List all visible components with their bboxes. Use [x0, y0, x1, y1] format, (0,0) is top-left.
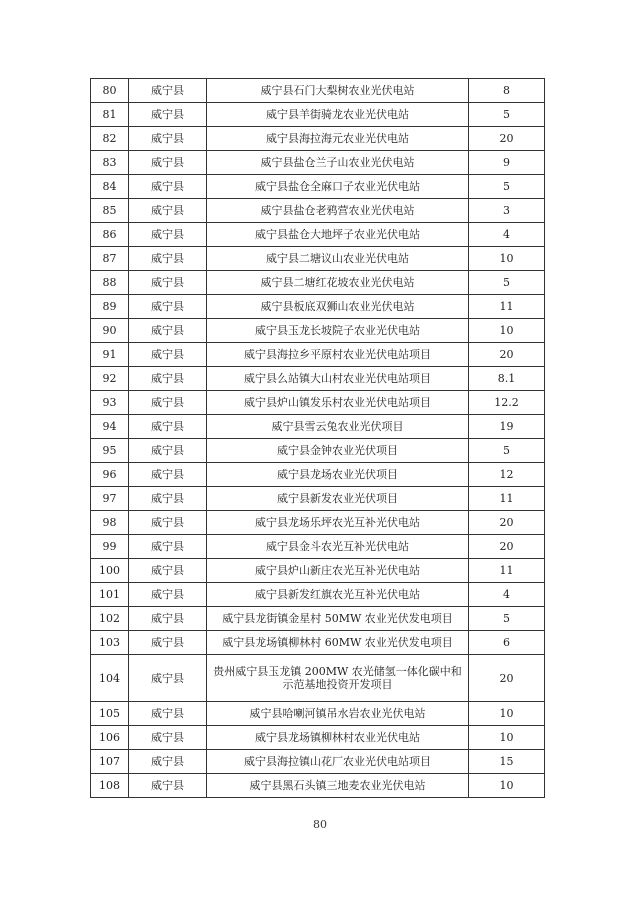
project-name-cell: 威宁县二塘红花坡农业光伏电站: [207, 271, 469, 295]
capacity-cell: 3: [469, 199, 545, 223]
capacity-cell: 11: [469, 295, 545, 319]
row-number-cell: 103: [91, 631, 129, 655]
county-cell: 威宁县: [129, 127, 207, 151]
table-row: [91, 511, 545, 535]
table-row: [91, 319, 545, 343]
table-row: [91, 367, 545, 391]
county-cell: 威宁县: [129, 559, 207, 583]
capacity-cell: 19: [469, 415, 545, 439]
row-number-cell: 82: [91, 127, 129, 151]
county-cell: 威宁县: [129, 271, 207, 295]
project-name-cell: 威宁县龙街镇金星村 50MW 农业光伏发电项目: [207, 607, 469, 631]
table-row: [91, 295, 545, 319]
project-table: [90, 78, 545, 798]
capacity-cell: 8: [469, 79, 545, 103]
county-cell: 威宁县: [129, 295, 207, 319]
county-cell: 威宁县: [129, 607, 207, 631]
county-cell: 威宁县: [129, 79, 207, 103]
table-row: [91, 127, 545, 151]
project-name-cell: 威宁县盐仓大地坪子农业光伏电站: [207, 223, 469, 247]
county-cell: 威宁县: [129, 439, 207, 463]
capacity-cell: 10: [469, 726, 545, 750]
project-name-cell: 威宁县金斗农光互补光伏电站: [207, 535, 469, 559]
page-number: 80: [313, 818, 327, 831]
row-number-cell: 86: [91, 223, 129, 247]
capacity-cell: 12.2: [469, 391, 545, 415]
capacity-cell: 4: [469, 223, 545, 247]
row-number-cell: 101: [91, 583, 129, 607]
row-number-cell: 94: [91, 415, 129, 439]
county-cell: 威宁县: [129, 223, 207, 247]
capacity-cell: 20: [469, 535, 545, 559]
county-cell: 威宁县: [129, 367, 207, 391]
county-cell: 威宁县: [129, 535, 207, 559]
row-number-cell: 85: [91, 199, 129, 223]
table-row: [91, 702, 545, 726]
table-row: [91, 271, 545, 295]
project-name-cell: 威宁县新发农业光伏项目: [207, 487, 469, 511]
project-name-cell: 威宁县玉龙长坡院子农业光伏电站: [207, 319, 469, 343]
row-number-cell: 98: [91, 511, 129, 535]
capacity-cell: 20: [469, 127, 545, 151]
capacity-cell: 9: [469, 151, 545, 175]
row-number-cell: 91: [91, 343, 129, 367]
row-number-cell: 104: [91, 655, 129, 702]
project-name-cell: 威宁县炉山新庄农光互补光伏电站: [207, 559, 469, 583]
capacity-cell: 10: [469, 774, 545, 798]
county-cell: 威宁县: [129, 655, 207, 702]
row-number-cell: 88: [91, 271, 129, 295]
project-name-cell: 威宁县盐仓全麻口子农业光伏电站: [207, 175, 469, 199]
project-name-cell: 威宁县羊街骑龙农业光伏电站: [207, 103, 469, 127]
county-cell: 威宁县: [129, 774, 207, 798]
project-name-cell: 威宁县龙场镇柳林村农业光伏电站: [207, 726, 469, 750]
capacity-cell: 4: [469, 583, 545, 607]
county-cell: 威宁县: [129, 750, 207, 774]
project-name-cell: 威宁县龙场农业光伏项目: [207, 463, 469, 487]
capacity-cell: 6: [469, 631, 545, 655]
capacity-cell: 10: [469, 319, 545, 343]
county-cell: 威宁县: [129, 415, 207, 439]
row-number-cell: 80: [91, 79, 129, 103]
county-cell: 威宁县: [129, 199, 207, 223]
capacity-cell: 5: [469, 271, 545, 295]
table-row: [91, 750, 545, 774]
row-number-cell: 90: [91, 319, 129, 343]
capacity-cell: 10: [469, 702, 545, 726]
table-row: [91, 175, 545, 199]
project-name-cell: 威宁县海拉镇山花厂农业光伏电站项目: [207, 750, 469, 774]
capacity-cell: 10: [469, 247, 545, 271]
row-number-cell: 102: [91, 607, 129, 631]
table-row: [91, 415, 545, 439]
capacity-cell: 20: [469, 655, 545, 702]
project-name-cell: 威宁县海拉海元农业光伏电站: [207, 127, 469, 151]
table-row: [91, 103, 545, 127]
table-row: [91, 774, 545, 798]
row-number-cell: 105: [91, 702, 129, 726]
project-name-cell: 威宁县炉山镇发乐村农业光伏电站项目: [207, 391, 469, 415]
table-row: [91, 487, 545, 511]
county-cell: 威宁县: [129, 631, 207, 655]
project-name-cell: 威宁县石门大梨树农业光伏电站: [207, 79, 469, 103]
project-name-cell: 威宁县金钟农业光伏项目: [207, 439, 469, 463]
table-row: [91, 631, 545, 655]
county-cell: 威宁县: [129, 343, 207, 367]
row-number-cell: 89: [91, 295, 129, 319]
project-name-cell: 威宁县龙场乐坪农光互补光伏电站: [207, 511, 469, 535]
county-cell: 威宁县: [129, 511, 207, 535]
row-number-cell: 107: [91, 750, 129, 774]
row-number-cell: 81: [91, 103, 129, 127]
table-row: [91, 79, 545, 103]
row-number-cell: 106: [91, 726, 129, 750]
table-row: [91, 223, 545, 247]
table-body: [91, 79, 545, 798]
row-number-cell: 92: [91, 367, 129, 391]
capacity-cell: 20: [469, 511, 545, 535]
row-number-cell: 95: [91, 439, 129, 463]
county-cell: 威宁县: [129, 463, 207, 487]
project-name-cell: 威宁县板底双狮山农业光伏电站: [207, 295, 469, 319]
table-row: [91, 535, 545, 559]
capacity-cell: 11: [469, 487, 545, 511]
capacity-cell: 5: [469, 175, 545, 199]
county-cell: 威宁县: [129, 583, 207, 607]
row-number-cell: 97: [91, 487, 129, 511]
table-row: [91, 726, 545, 750]
row-number-cell: 84: [91, 175, 129, 199]
row-number-cell: 108: [91, 774, 129, 798]
county-cell: 威宁县: [129, 726, 207, 750]
table-row: [91, 199, 545, 223]
project-name-cell: 威宁县么站镇大山村农业光伏电站项目: [207, 367, 469, 391]
capacity-cell: 8.1: [469, 367, 545, 391]
capacity-cell: 5: [469, 607, 545, 631]
table-row: [91, 583, 545, 607]
county-cell: 威宁县: [129, 391, 207, 415]
row-number-cell: 87: [91, 247, 129, 271]
county-cell: 威宁县: [129, 151, 207, 175]
table-row: [91, 655, 545, 702]
project-name-cell: 威宁县海拉乡平原村农业光伏电站项目: [207, 343, 469, 367]
county-cell: 威宁县: [129, 247, 207, 271]
table-row: [91, 559, 545, 583]
row-number-cell: 83: [91, 151, 129, 175]
table-row: [91, 439, 545, 463]
project-name-cell: 威宁县哈喇河镇吊水岩农业光伏电站: [207, 702, 469, 726]
project-name-cell: 威宁县二塘议山农业光伏电站: [207, 247, 469, 271]
row-number-cell: 96: [91, 463, 129, 487]
capacity-cell: 5: [469, 439, 545, 463]
table-row: [91, 607, 545, 631]
table-row: [91, 151, 545, 175]
project-name-cell: 威宁县新发红旗农光互补光伏电站: [207, 583, 469, 607]
row-number-cell: 93: [91, 391, 129, 415]
capacity-cell: 5: [469, 103, 545, 127]
table-row: [91, 247, 545, 271]
county-cell: 威宁县: [129, 175, 207, 199]
row-number-cell: 100: [91, 559, 129, 583]
project-name-cell: 威宁县盐仓老鸦营农业光伏电站: [207, 199, 469, 223]
project-name-cell: 威宁县盐仓兰子山农业光伏电站: [207, 151, 469, 175]
capacity-cell: 15: [469, 750, 545, 774]
county-cell: 威宁县: [129, 487, 207, 511]
table-row: [91, 463, 545, 487]
capacity-cell: 11: [469, 559, 545, 583]
capacity-cell: 20: [469, 343, 545, 367]
table-row: [91, 391, 545, 415]
county-cell: 威宁县: [129, 103, 207, 127]
capacity-cell: 12: [469, 463, 545, 487]
project-name-cell: 威宁县龙场镇柳林村 60MW 农业光伏发电项目: [207, 631, 469, 655]
county-cell: 威宁县: [129, 319, 207, 343]
project-name-cell: 贵州威宁县玉龙镇 200MW 农光储氢一体化碳中和示范基地投资开发项目: [207, 655, 469, 702]
row-number-cell: 99: [91, 535, 129, 559]
project-name-cell: 威宁县黑石头镇三地麦农业光伏电站: [207, 774, 469, 798]
project-name-cell: 威宁县雪云兔农业光伏项目: [207, 415, 469, 439]
table-row: [91, 343, 545, 367]
county-cell: 威宁县: [129, 702, 207, 726]
